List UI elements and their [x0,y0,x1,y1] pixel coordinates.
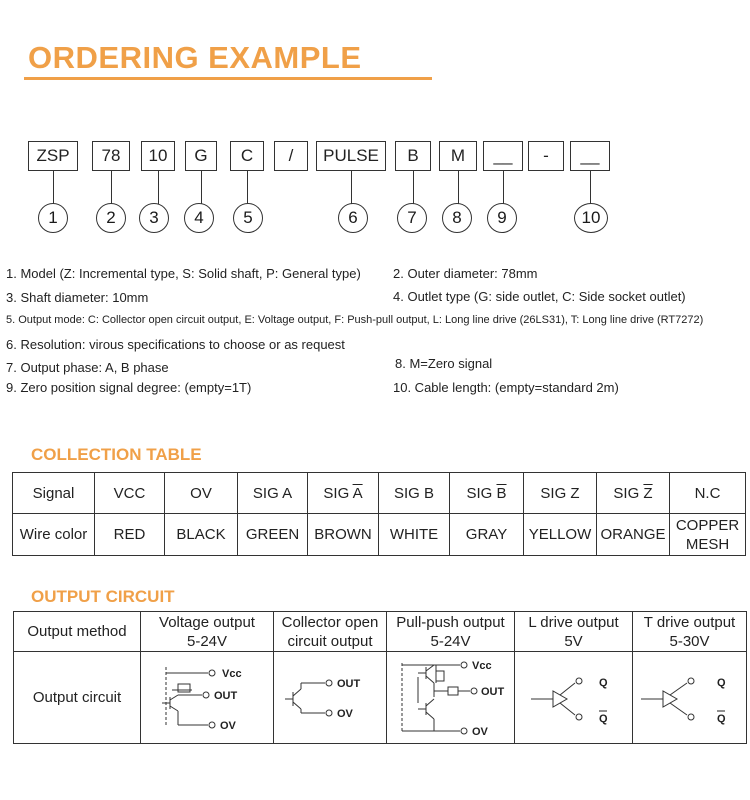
wire-color-header: Wire color [13,514,95,556]
method-voltage: Voltage output 5-24V [141,612,274,652]
number-circle-6: 6 [338,203,368,233]
l-drive-schematic [515,655,633,735]
code-box-zero-degree: __ [483,141,523,171]
signal-row [13,473,746,514]
code-box-slash: / [274,141,308,171]
title-underline [24,77,432,80]
description-8: 8. M=Zero signal [395,356,493,371]
number-circle-8: 8 [442,203,472,233]
color-copper-mesh: COPPER MESH [670,514,746,556]
connector-line [111,171,112,204]
code-box-output-mode: C [230,141,264,171]
label-q: Q [717,677,726,689]
ordering-title: ORDERING EXAMPLE [28,40,362,75]
description-3: 3. Shaft diameter: 10mm [6,290,149,305]
connector-line [458,171,459,204]
connector-line [53,171,54,204]
description-1: 1. Model (Z: Incremental type, S: Solid shaft, P: General type) [6,266,361,281]
t-drive-schematic [633,655,747,735]
signal-sig-z-bar: SIG $\overline{Z}$ [597,473,670,514]
pull-push-output-circuit [387,652,515,744]
code-box-cable: __ [570,141,610,171]
number-circle-3: 3 [139,203,169,233]
connector-line [247,171,248,204]
wire-color-row [13,514,746,556]
pull-push-output-schematic [388,653,514,737]
signal-sig-z: SIG Z [524,473,597,514]
number-circle-4: 4 [184,203,214,233]
signal-sig-b-bar: SIG $\overline{B}$ [450,473,524,514]
code-box-outlet: G [185,141,217,171]
label-ov: OV [471,726,488,737]
signal-sig-b: SIG B [379,473,450,514]
number-circle-9: 9 [487,203,517,233]
connector-line [201,171,202,204]
label-out: OUT [480,686,504,698]
code-box-model: ZSP [28,141,78,171]
description-10: 10. Cable length: (empty=standard 2m) [393,380,619,395]
signal-ov: OV [165,473,238,514]
label-ov: OV [220,720,236,732]
description-6: 6. Resolution: virous specifications to choose or as request [6,337,345,352]
connector-line [413,171,414,204]
collection-table [12,472,746,556]
code-box-resolution: PULSE [316,141,386,171]
color-white: WHITE [379,514,450,556]
output-method-header: Output method [14,612,141,652]
method-l-drive: L drive output 5V [515,612,633,652]
voltage-output-circuit [141,652,274,744]
method-pull-push: Pull-push output 5-24V [387,612,515,652]
description-4: 4. Outlet type (G: side outlet, C: Side socket outlet) [393,289,686,304]
color-yellow: YELLOW [524,514,597,556]
color-red: RED [95,514,165,556]
description-7: 7. Output phase: A, B phase [6,360,169,375]
collection-title: COLLECTION TABLE [31,445,202,464]
color-black: BLACK [165,514,238,556]
description-9: 9. Zero position signal degree: (empty=1T) [6,380,252,395]
label-q-bar: Q [599,713,608,725]
color-orange: ORANGE [597,514,670,556]
connector-line [503,171,504,204]
color-gray: GRAY [450,514,524,556]
label-vcc: Vcc [471,660,492,672]
signal-sig-a: SIG A [238,473,308,514]
voltage-output-schematic [142,655,272,735]
label-out: OUT [214,690,238,702]
code-box-diameter: 78 [92,141,130,171]
connector-line [351,171,352,204]
number-circle-2: 2 [96,203,126,233]
signal-sig-a-bar: SIG $\overline{A}$ [308,473,379,514]
signal-nc: N.C [670,473,746,514]
signal-header: Signal [13,473,95,514]
l-drive-output-circuit [515,652,633,744]
number-circle-10: 10 [574,203,608,233]
label-out: OUT [337,678,361,690]
code-box-shaft: 10 [141,141,175,171]
description-5: 5. Output mode: C: Collector open circuit output, E: Voltage output, F: Push-pull output, L: Long line drive (26LS31), T: Long line drive (RT7272) [6,314,704,326]
code-box-phase: B [395,141,431,171]
label-ov: OV [337,708,353,720]
collector-output-circuit [274,652,387,744]
description-2: 2. Outer diameter: 78mm [393,266,538,281]
output-circuit-header: Output circuit [14,652,141,744]
color-brown: BROWN [308,514,379,556]
code-box-zero-signal: M [439,141,477,171]
color-green: GREEN [238,514,308,556]
method-t-drive: T drive output 5-30V [633,612,747,652]
number-circle-7: 7 [397,203,427,233]
output-table [13,611,747,744]
number-circle-5: 5 [233,203,263,233]
label-q: Q [599,677,608,689]
method-collector: Collector open circuit output [274,612,387,652]
label-q-bar: Q [717,713,726,725]
number-circle-1: 1 [38,203,68,233]
signal-vcc: VCC [95,473,165,514]
collector-output-schematic [275,655,385,735]
code-box-dash: - [528,141,564,171]
connector-line [158,171,159,204]
label-vcc: Vcc [222,668,242,680]
connector-line [590,171,591,204]
output-circuit-title: OUTPUT CIRCUIT [31,587,175,606]
t-drive-output-circuit [633,652,747,744]
